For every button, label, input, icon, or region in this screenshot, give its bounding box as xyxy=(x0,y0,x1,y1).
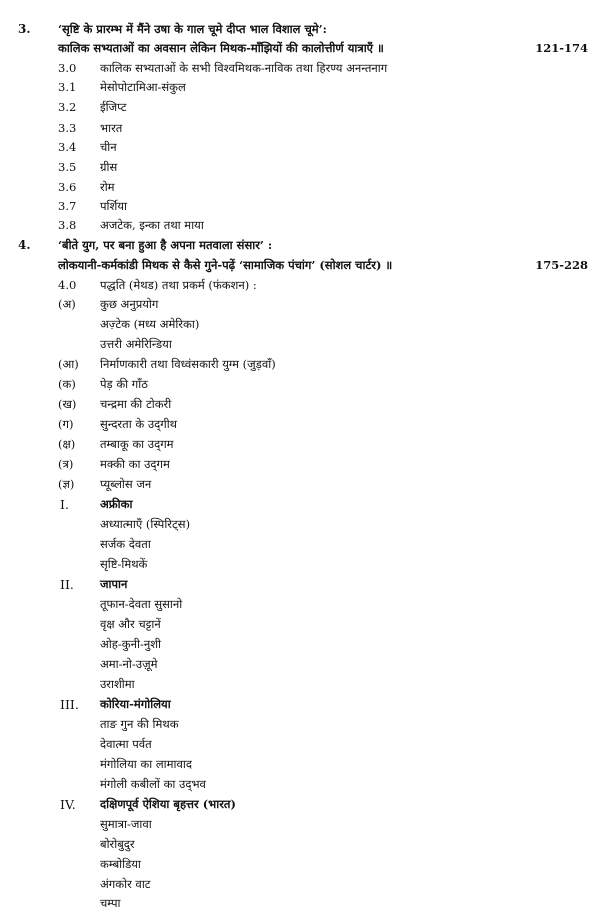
section-number: 3.5 xyxy=(58,160,77,174)
section-title: रोम xyxy=(100,180,115,194)
chapter-title-line1: ‘बीते युग, पर बना हुआ है अपना मतवाला संसार’ : xyxy=(58,238,273,252)
region-roman-numeral: I. xyxy=(60,497,69,512)
region-title: अफ्रीका xyxy=(100,497,133,511)
chapter-page-range: 175-228 xyxy=(535,258,588,272)
section-number: 3.1 xyxy=(58,80,77,94)
subitem-title: कुछ अनुप्रयोग xyxy=(100,297,159,311)
chapter-number: 3. xyxy=(18,22,31,36)
region-item-title: अध्यात्माएँ (स्पिरिट्स) xyxy=(100,517,191,531)
section-number: 3.3 xyxy=(58,121,77,135)
subitem-title: चन्द्रमा की टोकरी xyxy=(100,397,172,411)
chapter-title-line1: ‘सृष्टि के प्रारम्भ में मैंने उषा के गाल चूमे दीप्त भाल विशाल चूमे’: xyxy=(58,22,327,36)
section-title: अजटेक, इन्का तथा माया xyxy=(100,218,204,232)
region-title: दक्षिणपूर्व ऐशिया बृहत्तर (भारत) xyxy=(100,797,236,811)
subitem-title: सुन्दरता के उद्‌गीथ xyxy=(100,417,178,431)
section-title: मेसोपोटामिआ-संकुल xyxy=(100,80,186,94)
subitem-title: मक्की का उद्‌गम xyxy=(100,457,170,471)
region-roman-numeral: III. xyxy=(60,697,79,712)
subitem-mark: (अ) xyxy=(58,297,76,311)
subitem-title: उत्तरी अमेरिन्डिया xyxy=(100,337,172,351)
region-item-title: उराशीमा xyxy=(100,677,135,691)
region-item-title: अमा-नो-उज़ूमे xyxy=(100,657,158,671)
section-number: 3.0 xyxy=(58,61,77,75)
section-title: पद्धति (मेथड) तथा प्रकर्म (फंकशन) : xyxy=(100,278,257,292)
subitem-mark: (त्र) xyxy=(58,457,74,471)
region-roman-numeral: II. xyxy=(60,577,74,592)
subitem-title: तम्बाकू का उद्‌गम xyxy=(100,437,174,451)
subitem-title: अज़्टेक (मध्य अमेरिका) xyxy=(100,317,200,331)
chapter-title-line2: कालिक सभ्यताओं का अवसान लेकिन मिथक-माँझियों की कालोत्तीर्ण यात्राएँ ॥ xyxy=(58,41,384,55)
region-item-title: चम्पा xyxy=(100,896,121,910)
region-item-title: अंगकोर वाट xyxy=(100,877,151,891)
region-item-title: वृक्ष और चट्टानें xyxy=(100,617,161,631)
section-title: चीन xyxy=(100,140,117,154)
section-title: ग्रीस xyxy=(100,160,118,174)
subitem-title: निर्माणकारी तथा विध्वंसकारी युग्म (जुड़वाँ) xyxy=(100,357,276,371)
section-title: ईजिप्ट xyxy=(100,100,127,114)
region-item-title: मंगोलिया का लामावाद xyxy=(100,757,192,771)
chapter-number: 4. xyxy=(18,238,31,252)
region-item-title: सृष्टि-मिथकें xyxy=(100,557,148,571)
region-title: जापान xyxy=(100,577,128,591)
subitem-mark: (आ) xyxy=(58,357,79,371)
region-roman-numeral: IV. xyxy=(60,797,76,812)
section-number: 3.4 xyxy=(58,140,77,154)
subitem-mark: (क्ष) xyxy=(58,437,76,451)
section-title: पर्शिया xyxy=(100,199,127,213)
region-item-title: तूफान-देवता सुसानो xyxy=(100,597,183,611)
region-item-title: ताङ गुन की मिथक xyxy=(100,717,179,731)
region-item-title: सुमात्रा-जावा xyxy=(100,817,152,831)
subitem-mark: (ज्ञ) xyxy=(58,477,75,491)
region-item-title: सर्जक देवता xyxy=(100,537,151,551)
region-item-title: देवात्मा पर्वत xyxy=(100,737,152,751)
section-number: 4.0 xyxy=(58,278,77,292)
section-number: 3.8 xyxy=(58,218,77,232)
region-item-title: ओह-कुनी-नुशी xyxy=(100,637,162,651)
section-number: 3.2 xyxy=(58,100,77,114)
region-item-title: बोरोबुदुर xyxy=(100,837,135,851)
chapter-page-range: 121-174 xyxy=(535,41,588,55)
subitem-title: प्यूब्लोस जन xyxy=(100,477,152,491)
subitem-mark: (क) xyxy=(58,377,76,391)
section-title: भारत xyxy=(100,121,123,135)
section-title: कालिक सभ्यताओं के सभी विश्वमिथक-नाविक तथा हिरण्य अनन्तनाग xyxy=(100,61,388,75)
region-title: कोरिया-मंगोलिया xyxy=(100,697,171,711)
subitem-title: पेड़ की गाँठ xyxy=(100,377,148,391)
section-number: 3.6 xyxy=(58,180,77,194)
chapter-title-line2: लोकयानी-कर्मकांडी मिथक से कैसे गुने-पढ़ें ‘सामाजिक पंचांग’ (सोशल चार्टर) ॥ xyxy=(58,258,393,272)
section-number: 3.7 xyxy=(58,199,77,213)
region-item-title: कम्बोडिया xyxy=(100,857,141,871)
subitem-mark: (ग) xyxy=(58,417,74,431)
subitem-mark: (ख) xyxy=(58,397,77,411)
region-item-title: मंगोली कबीलों का उद्‌भव xyxy=(100,777,206,791)
